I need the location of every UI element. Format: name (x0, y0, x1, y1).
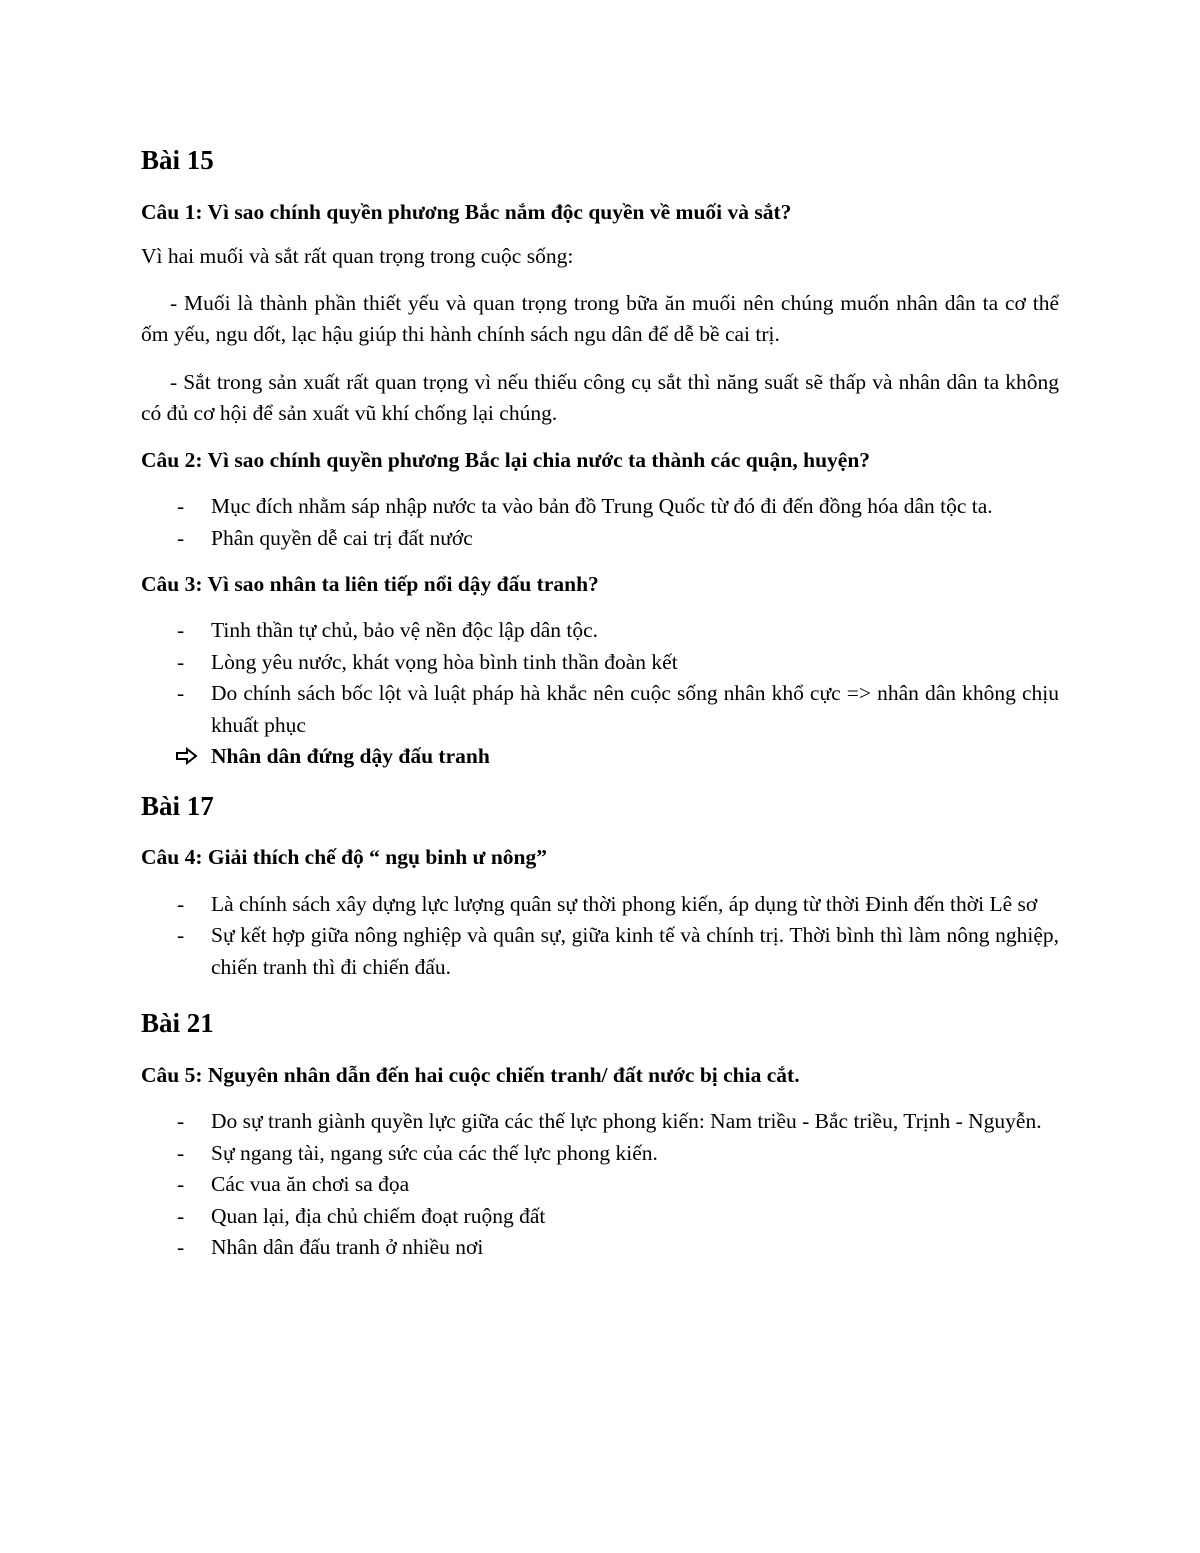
section-bai-17 (141, 786, 1059, 984)
dash-marker: - (177, 649, 185, 674)
paragraph: - Sắt trong sản xuất rất quan trọng vì nếu thiếu công cụ sắt thì năng suất sẽ thấp và nhân dân ta không có đủ cơ hội để sản xuất vũ khí chống lại chúng. (141, 370, 1059, 425)
dash-marker: - (177, 1140, 185, 1165)
list-item (141, 1169, 1059, 1201)
bullet-list (141, 1106, 1059, 1264)
list-item (141, 1138, 1059, 1170)
list-item-text: Do sự tranh giành quyền lực giữa các thế lực phong kiến: Nam triều - Bắc triều, Trịnh - Nguyễn. (211, 1109, 1042, 1133)
conclusion-text: Nhân dân đứng dậy đấu tranh (211, 744, 490, 768)
section-bai-21 (141, 1003, 1059, 1264)
list-item (141, 491, 1059, 523)
bullet-list (141, 889, 1059, 984)
question-title: Câu 4: Giải thích chế độ “ ngụ binh ư nông” (141, 844, 547, 869)
list-item (141, 647, 1059, 679)
list-item-text: Tinh thần tự chủ, bảo vệ nền độc lập dân tộc. (211, 618, 599, 642)
list-item-text: Sự ngang tài, ngang sức của các thế lực phong kiến. (211, 1140, 658, 1165)
list-item (141, 1201, 1059, 1233)
list-item-text: Phân quyền dễ cai trị đất nước (211, 525, 473, 550)
dash-marker: - (177, 681, 185, 705)
dash-marker: - (177, 1172, 185, 1196)
list-item (141, 1232, 1059, 1264)
section-heading: Bài 21 (141, 1008, 214, 1038)
dash-marker: - (177, 891, 185, 916)
list-item-text: Lòng yêu nước, khát vọng hòa bình tinh thần đoàn kết (211, 649, 678, 674)
bullet-list (141, 615, 1059, 773)
list-item (141, 678, 1059, 741)
dash-marker: - (177, 1235, 185, 1259)
dash-marker: - (177, 618, 185, 642)
section-bai-15 (141, 140, 1059, 773)
list-item (141, 523, 1059, 555)
list-item-text: Mục đích nhằm sáp nhập nước ta vào bản đồ Trung Quốc từ đó đi đến đồng hóa dân tộc ta. (211, 494, 993, 518)
section-heading: Bài 17 (141, 790, 214, 821)
dash-marker: - (177, 1203, 185, 1228)
dash-marker: - (177, 494, 185, 518)
section-heading: Bài 15 (141, 145, 214, 175)
dash-marker: - (177, 525, 185, 550)
list-item-text: Sự kết hợp giữa nông nghiệp và quân sự, giữa kinh tế và chính trị. Thời bình thì làm nông nghiệp, chiến tranh thì đi chiến đấu. (211, 923, 1059, 979)
list-item (141, 615, 1059, 647)
question-title: Câu 5: Nguyên nhân dẫn đến hai cuộc chiến tranh/ đất nước bị chia cắt. (141, 1063, 800, 1087)
question-title: Câu 3: Vì sao nhân ta liên tiếp nổi dậy đấu tranh? (141, 572, 599, 596)
conclusion-item (141, 741, 1059, 773)
question-title: Câu 1: Vì sao chính quyền phương Bắc nắm độc quyền về muối và sắt? (141, 200, 792, 224)
list-item (141, 889, 1059, 921)
list-item-text: Quan lại, địa chủ chiếm đoạt ruộng đất (211, 1203, 546, 1228)
document-page (141, 138, 1059, 1264)
list-item (141, 920, 1059, 983)
right-arrow-outline-icon (175, 741, 199, 773)
question-title: Câu 2: Vì sao chính quyền phương Bắc lại chia nước ta thành các quận, huyện? (141, 448, 871, 472)
bullet-list (141, 491, 1059, 554)
dash-marker: - (177, 923, 185, 947)
paragraph-intro: Vì hai muối và sắt rất quan trọng trong cuộc sống: (141, 244, 574, 268)
dash-marker: - (177, 1109, 185, 1133)
list-item-text: Là chính sách xây dựng lực lượng quân sự thời phong kiến, áp dụng từ thời Đinh đến thời Lê sơ (211, 891, 1038, 916)
list-item-text: Do chính sách bốc lột và luật pháp hà khắc nên cuộc sống nhân khổ cực => nhân dân không chịu khuất phục (211, 681, 1059, 737)
list-item-text: Các vua ăn chơi sa đọa (211, 1172, 410, 1196)
paragraph: - Muối là thành phần thiết yếu và quan trọng trong bữa ăn muối nên chúng muốn nhân dân ta cơ thể ốm yếu, ngu dốt, lạc hậu giúp thi hành chính sách ngu dân để dễ bề cai trị. (141, 291, 1059, 346)
list-item-text: Nhân dân đấu tranh ở nhiều nơi (211, 1235, 484, 1259)
list-item (141, 1106, 1059, 1138)
